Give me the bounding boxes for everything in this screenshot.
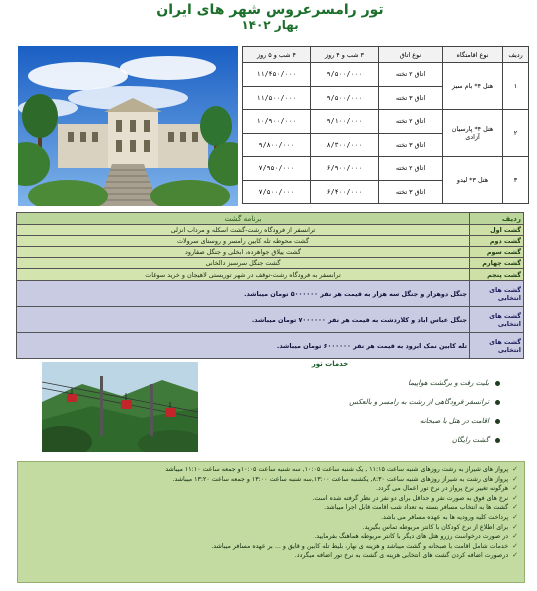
itinerary-table [16, 212, 524, 359]
itinerary-day-label: گشت چهارم [470, 258, 524, 269]
list-item [24, 513, 518, 523]
table-header-row [243, 47, 529, 63]
list-item [24, 465, 518, 475]
header-3-nights: ۳ شب و ۴ روز [311, 47, 379, 63]
services-list [200, 374, 500, 450]
check-icon: ✓ [512, 551, 518, 560]
service-text: اقامت در هتل با صبحانه [419, 417, 489, 425]
itinerary-day-desc: گشت ییلاق جواهرده، ابخلی و جنگل صفارود [17, 247, 470, 258]
list-item [200, 431, 500, 450]
row-number: ۱ [503, 63, 529, 110]
room-type: اتاق ۳ تخته [379, 86, 443, 110]
optional-tour-row [17, 333, 524, 359]
check-icon: ✓ [512, 465, 518, 473]
page-title [140, 2, 400, 33]
list-item [24, 484, 518, 494]
itinerary-day-desc: گشت محوطه تله کابین رامسر و روستای سرولات [17, 236, 470, 247]
price-4-nights: ۷/۹۵۰/۰۰۰ [243, 157, 311, 181]
table-row [243, 110, 529, 134]
itinerary-row [17, 269, 524, 281]
room-type: اتاق ۳ تخته [379, 133, 443, 157]
price-4-nights: ۷/۵۰۰/۰۰۰ [243, 180, 311, 204]
optional-tour-row [17, 307, 524, 333]
check-icon: ✓ [512, 512, 518, 521]
itinerary-day-label: گشت سوم [470, 247, 524, 258]
header-row-number: ردیف [503, 47, 529, 63]
itinerary-day-desc: گشت جنگل سرسبز دالخانی [17, 258, 470, 269]
bullet-icon [495, 438, 500, 443]
check-icon: ✓ [512, 541, 518, 550]
price-3-nights: ۹/۱۰۰/۰۰۰ [311, 110, 379, 134]
note-text: نرخ های فوق به صورت نفر و حداقل برای دو نفر در نظر گرفته شده است. [312, 494, 509, 502]
itinerary-day-desc: ترانسفر به فرودگاه رشت-توقف در شهر توریستی لاهیجان و خرید سوغات [17, 269, 470, 281]
price-4-nights: ۱۰/۹۰۰/۰۰۰ [243, 110, 311, 134]
list-item [200, 412, 500, 431]
note-text: درصورت اضافه کردن گشت های انتخابی هزینه ی گشت به نرخ تور اضافه میگردد. [294, 552, 509, 560]
list-item [24, 503, 518, 513]
price-4-nights: ۱۱/۵۰۰/۰۰۰ [243, 86, 311, 110]
hotel-price-table [242, 46, 529, 204]
price-3-nights: ۹/۵۰۰/۰۰۰ [311, 63, 379, 87]
list-item [24, 542, 518, 552]
hotel-photo [18, 46, 238, 206]
price-3-nights: ۹/۵۰۰/۰۰۰ [311, 86, 379, 110]
hotel-name: هتل ۴* بام سبز [443, 63, 503, 110]
note-text: گشت ها به انتخاب مسافر بسته به تعداد شب اقامت قابل اجرا میباشد. [324, 504, 509, 512]
list-item [24, 475, 518, 485]
bullet-icon [495, 419, 500, 424]
room-type: اتاق ۲ تخته [379, 110, 443, 134]
itinerary-day-label: گشت پنجم [470, 269, 524, 281]
note-text: پرواز های شیراز به رشت روزهای شنبه ساعت ۱۱:۱۵ , یک شنبه ساعت ۱۰:۰۵, سه شنبه ساعت ۱۰:۰۵و جمعه ساعت ۱۱:۱۰ میباشد [165, 466, 509, 473]
optional-tour-desc: تله کابین نمک ابرود به قیمت هر نفر ۶۰۰۰۰۰۰ تومان میباشد. [17, 333, 470, 359]
hotel-name: هتل ۴* پارسیان آزادی [443, 110, 503, 157]
optional-tour-label: گشت های انتخابی [470, 333, 524, 359]
row-number: ۳ [503, 157, 529, 204]
check-icon: ✓ [512, 532, 518, 541]
itinerary-day-desc: ترانسفر از فرودگاه رشت-گشت اسکله و مرداب انزلی [17, 225, 470, 236]
optional-tour-desc: جنگل عباس اباد و کلاردشت به قیمت هر نفر ۷۰۰۰۰۰۰ تومان میباشد. [17, 307, 470, 333]
room-type: اتاق ۳ تخته [379, 180, 443, 204]
header-room-type: نوع اتاق [379, 47, 443, 63]
note-text: خدمات شامل اقامت با صبحانه و گشت میباشد و هزینه ی نهار، بلیط تله کابین و قایق و ... بر عهده مسافر میباشد. [211, 542, 509, 550]
bullet-icon [495, 400, 500, 405]
itinerary-row [17, 247, 524, 258]
service-text: بلیت رفت و برگشت هواپیما [408, 379, 489, 387]
price-4-nights: ۱۱/۴۵۰/۰۰۰ [243, 63, 311, 87]
room-type: اتاق ۲ تخته [379, 157, 443, 181]
itinerary-row [17, 225, 524, 236]
header-hotel-type: نوع اقامتگاه [443, 47, 503, 63]
bullet-icon [495, 381, 500, 386]
note-text: در صورت درخواست رزرو هتل های دیگر با کانتر مربوطه هماهنگ بفرمایید. [314, 533, 509, 541]
itinerary-header-row-label: ردیف [470, 213, 524, 225]
itinerary-row [17, 236, 524, 247]
title-line-2: بهار ۱۴۰۲ [241, 18, 299, 32]
itinerary-header-title: برنامه گشت [17, 213, 470, 225]
note-text: پرواز های رشت به شیراز روزهای شنبه ساعت ۸:۳۰, یکشنبه ساعت ۱۳:۰۰,سه شنبه ساعت ۱۳:۰۰ و جمعه ساعت ۱۳:۲۰ میباشد. [172, 475, 509, 483]
cable-car-photo [42, 362, 198, 452]
optional-tour-label: گشت های انتخابی [470, 307, 524, 333]
list-item [24, 551, 518, 561]
list-item [200, 393, 500, 412]
notes-box [17, 461, 525, 583]
note-text: پرداخت کلیه ورودیه ها به عهده مسافر می باشد. [380, 513, 509, 521]
service-text: گشت رایگان [451, 436, 489, 444]
check-icon: ✓ [512, 474, 518, 483]
price-3-nights: ۶/۹۰۰/۰۰۰ [311, 157, 379, 181]
note-text: برای اطلاع از نرخ کودکان با کانتر مربوطه تماس بگیرید. [362, 523, 509, 531]
title-line-1: تور رامسرعروس شهر های ایران [156, 2, 384, 18]
row-number: ۲ [503, 110, 529, 157]
optional-tour-desc: جنگل دوهزار و جنگل سه هزار به قیمت هر نفر ۵۰۰۰۰۰۰ تومان میباشد. [17, 281, 470, 307]
optional-tour-label: گشت های انتخابی [470, 281, 524, 307]
check-icon: ✓ [512, 493, 518, 502]
check-icon: ✓ [512, 484, 518, 493]
itinerary-header-row [17, 213, 524, 225]
table-row [243, 63, 529, 87]
itinerary-day-label: گشت دوم [470, 236, 524, 247]
list-item [24, 532, 518, 542]
table-row [243, 157, 529, 181]
itinerary-day-label: گشت اول [470, 225, 524, 236]
services-title: خدمات تور [311, 360, 349, 368]
service-text: ترانسفر فرودگاهی از رشت به رامسر و بالعکس [349, 398, 489, 406]
header-4-nights: ۴ شب و ۵ روز [243, 47, 311, 63]
list-item [200, 374, 500, 393]
check-icon: ✓ [512, 503, 518, 512]
optional-tour-row [17, 281, 524, 307]
notes-list [24, 465, 518, 561]
price-3-nights: ۸/۳۰۰/۰۰۰ [311, 133, 379, 157]
price-3-nights: ۶/۴۰۰/۰۰۰ [311, 180, 379, 204]
hotel-name: هتل ۳* لیدو [443, 157, 503, 204]
tour-services [200, 360, 500, 460]
list-item [24, 494, 518, 504]
note-text: هرگونه تغییر نرخ پرواز در نرخ تور اعمال می گردد. [375, 485, 509, 493]
price-4-nights: ۹/۸۰۰/۰۰۰ [243, 133, 311, 157]
itinerary-row [17, 258, 524, 269]
room-type: اتاق ۲ تخته [379, 63, 443, 87]
list-item [24, 523, 518, 533]
check-icon: ✓ [512, 522, 518, 531]
